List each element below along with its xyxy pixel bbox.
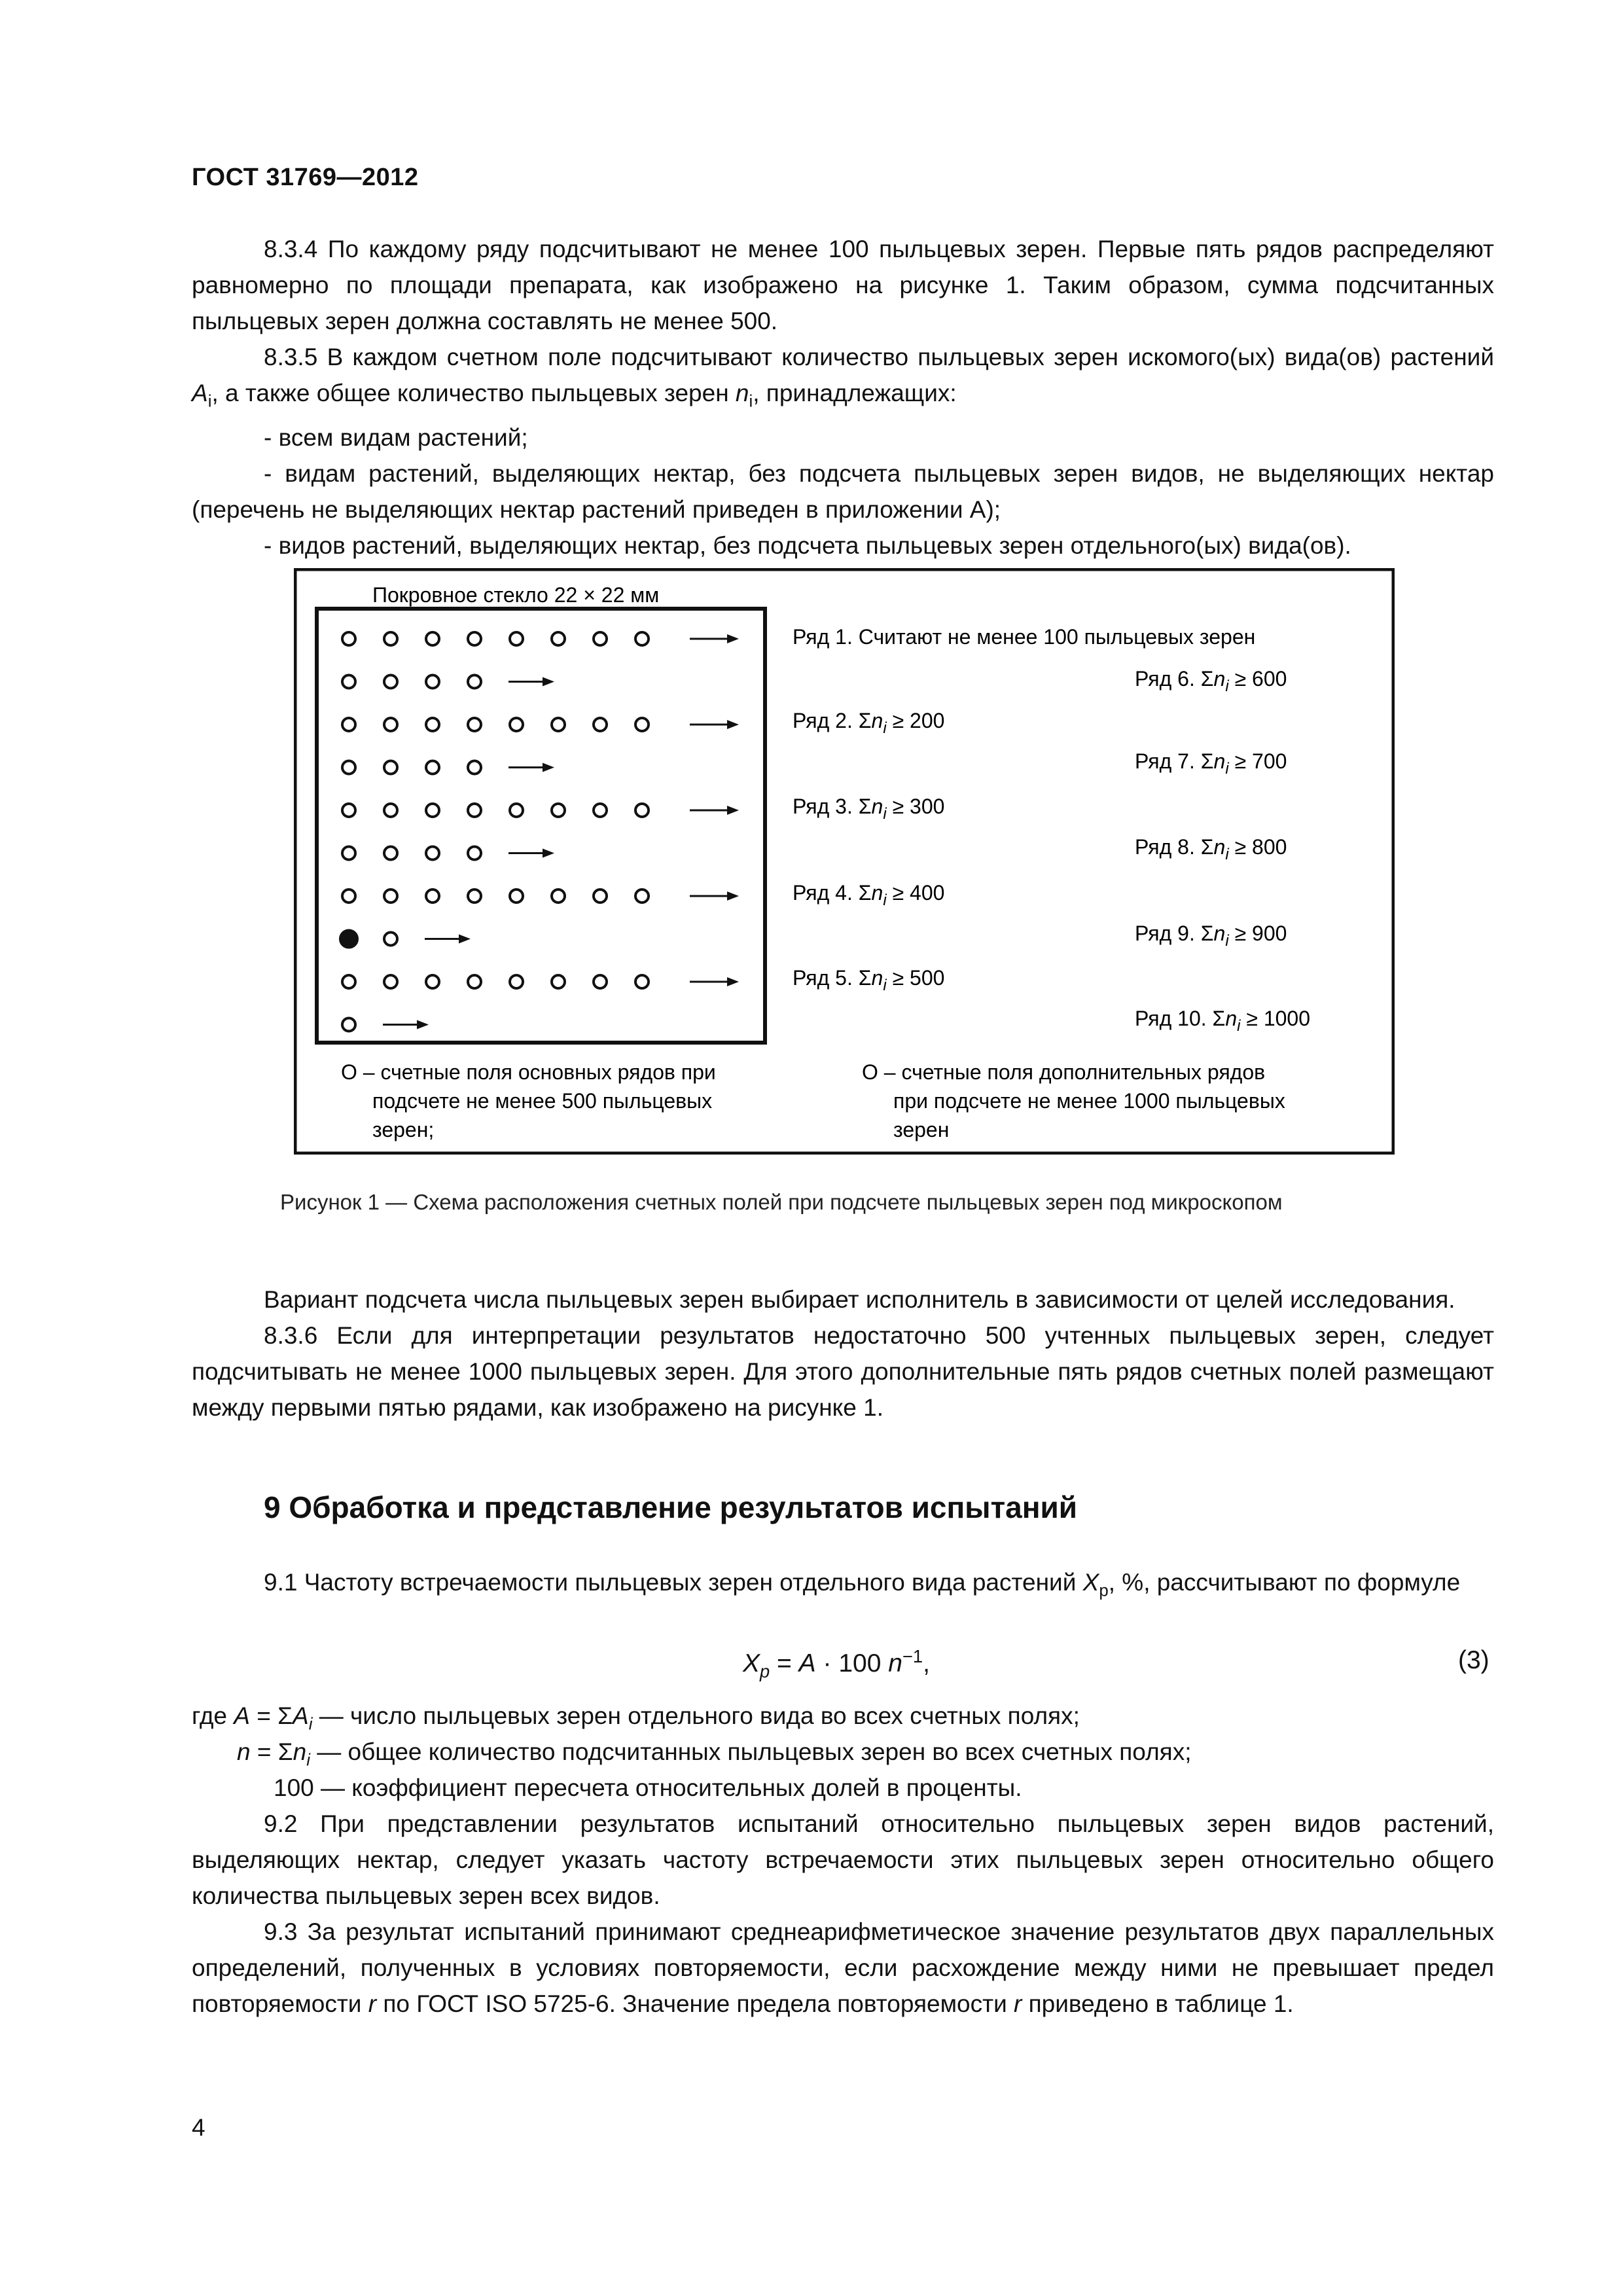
field-marker xyxy=(342,632,355,645)
field-marker xyxy=(510,718,523,731)
field-marker xyxy=(342,847,355,860)
field-marker xyxy=(426,804,439,817)
paragraph-9-3 xyxy=(192,1914,1494,2022)
paragraph-variant: Вариант подсчета числа пыльцевых зерен выбирает исполнитель в зависимости от целей исследования. xyxy=(264,1286,1455,1313)
field-marker xyxy=(384,804,397,817)
row-label-right-7: Ряд 7. $\Sigma n_i \ge 700$ xyxy=(1135,749,1287,778)
arrow-head xyxy=(727,634,739,643)
arrow-head xyxy=(543,677,554,687)
text-run: , %, рассчитывают по формуле xyxy=(1108,1569,1461,1596)
where-line-3: 100 — коэффициент пересчета относительных долей в проценты. xyxy=(274,1774,1022,1801)
field-marker xyxy=(426,675,439,689)
list-item-3: - видов растений, выделяющих нектар, без подсчета пыльцевых зерен отдельного(ых) вида(ов). xyxy=(264,532,1351,560)
field-marker xyxy=(426,975,439,988)
counting-row-1 xyxy=(342,632,739,645)
formula-a: A xyxy=(798,1649,816,1677)
row-label-right-8: Ряд 8. $\Sigma n_i \ge 800$ xyxy=(1135,835,1287,863)
figure-caption: Рисунок 1 — Схема расположения счетных полей при подсчете пыльцевых зерен под микроскопом xyxy=(280,1190,1283,1214)
text-run: — число пыльцевых зерен отдельного вида во всех счетных полях; xyxy=(312,1702,1080,1729)
formula-eq: = xyxy=(770,1649,799,1677)
arrow-head xyxy=(727,977,739,986)
section-8-3-4-8-3-5 xyxy=(192,231,1494,564)
field-marker xyxy=(426,761,439,774)
paragraph-8-3-4: 8.3.4 По каждому ряду подсчитывают не менее 100 пыльцевых зерен. Первые пять рядов распределяют равномерно по площади препарата, как изображено на рисунке 1. Таким образом, сумма подсчитанных пыльцевых зерен должна составлять не менее 500. xyxy=(192,236,1494,334)
field-marker xyxy=(342,1018,355,1031)
field-marker xyxy=(635,804,649,817)
field-marker xyxy=(426,847,439,860)
legend-left-line-2: подсчете не менее 500 пыльцевых xyxy=(372,1089,713,1113)
paragraph-9-1-text xyxy=(192,1564,1494,1609)
field-marker xyxy=(342,675,355,689)
field-marker xyxy=(635,889,649,903)
formula-n: n xyxy=(888,1649,902,1677)
filled-field-marker xyxy=(340,931,357,948)
formula-exp: −1 xyxy=(902,1646,923,1666)
counting-row-10 xyxy=(342,1018,429,1031)
field-marker xyxy=(510,632,523,645)
row-label-left-1: Ряд 1. Считают не менее 100 пыльцевых зерен xyxy=(793,625,1256,649)
field-marker xyxy=(510,804,523,817)
formula-mult: · 100 xyxy=(815,1649,889,1677)
field-marker xyxy=(468,804,481,817)
formula-3 xyxy=(743,1646,930,1682)
legend-right-line-1: O – счетные поля дополнительных рядов xyxy=(862,1060,1266,1084)
counting-row-8 xyxy=(340,931,471,948)
field-marker xyxy=(384,933,397,946)
text-run: 8.3.5 В каждом счетном поле подсчитывают количество пыльцевых зерен искомого(ых) вида(ов) растений xyxy=(264,344,1494,370)
row-label-right-10: Ряд 10. $\Sigma n_i \ge 1000$ xyxy=(1135,1007,1310,1035)
text-run: 9.3 За результат испытаний принимают среднеарифметическое значение результатов двух параллельных определений, полученных в условиях повторяемости, если расхождение между ними не превышает предел повторяемости xyxy=(192,1918,1494,2017)
var-r: r xyxy=(1014,1990,1022,2017)
figure-1 xyxy=(294,568,1395,1155)
text-run: , принадлежащих: xyxy=(753,380,957,406)
row-label-left-2: Ряд 2. $\Sigma n_i \ge 200$ xyxy=(793,709,945,737)
field-marker xyxy=(594,718,607,731)
field-marker xyxy=(342,975,355,988)
field-marker xyxy=(468,761,481,774)
var-sub: i xyxy=(308,1715,313,1734)
var-a: A xyxy=(234,1702,250,1729)
field-marker xyxy=(468,675,481,689)
field-marker xyxy=(384,675,397,689)
text-run: = Σ xyxy=(249,1702,293,1729)
counting-row-5 xyxy=(342,804,739,817)
section-9-heading: 9 Обработка и представление результатов испытаний xyxy=(264,1490,1078,1524)
paragraph-9-2: 9.2 При представлении результатов испытаний относительно пыльцевых зерен видов растений, выделяющих нектар, следует указать частоту встречаемости этих пыльцевых зерен относительно общего количества пыльцевых зерен всех видов. xyxy=(192,1810,1494,1909)
field-marker xyxy=(594,804,607,817)
field-marker xyxy=(594,889,607,903)
text-run: приведено в таблице 1. xyxy=(1022,1990,1294,2017)
document-header: ГОСТ 31769—2012 xyxy=(192,164,419,191)
field-marker xyxy=(468,632,481,645)
arrow-head xyxy=(417,1020,429,1030)
field-marker xyxy=(384,847,397,860)
field-marker xyxy=(384,889,397,903)
arrow-head xyxy=(543,849,554,858)
text-run: — общее количество подсчитанных пыльцевых зерен во всех счетных полях; xyxy=(310,1738,1192,1765)
field-marker xyxy=(510,889,523,903)
counting-field-rows xyxy=(340,632,739,1031)
counting-row-4 xyxy=(342,761,554,774)
arrow-head xyxy=(543,763,554,772)
row-labels xyxy=(793,625,1310,1035)
row-label-left-5: Ряд 5. $\Sigma n_i \ge 500$ xyxy=(793,966,945,994)
formula-end: , xyxy=(923,1649,930,1677)
field-marker xyxy=(552,975,565,988)
paragraph-8-3-6: 8.3.6 Если для интерпретации результатов недостаточно 500 учтенных пыльцевых зерен, следует подсчитывать не менее 1000 пыльцевых зерен. Для этого дополнительные пять рядов счетных полей размещают между первыми пятью рядами, как изображено на рисунке 1. xyxy=(192,1322,1494,1421)
var-n: n xyxy=(293,1738,307,1765)
var-a: A xyxy=(192,380,208,406)
field-marker xyxy=(384,761,397,774)
field-marker xyxy=(468,975,481,988)
figure-legend xyxy=(341,1060,1285,1141)
row-label-left-4: Ряд 4. $\Sigma n_i \ge 400$ xyxy=(793,881,945,909)
text-run: по ГОСТ ISO 5725-6. Значение предела повторяемости xyxy=(376,1990,1014,2017)
field-marker xyxy=(384,718,397,731)
text-run: где xyxy=(192,1702,234,1729)
legend-right-line-3: зерен xyxy=(893,1118,950,1141)
formula-number: (3) xyxy=(1458,1646,1489,1674)
field-marker xyxy=(552,632,565,645)
text-run: = Σ xyxy=(250,1738,293,1765)
field-marker xyxy=(342,761,355,774)
field-marker xyxy=(552,889,565,903)
field-marker xyxy=(594,632,607,645)
coverslip-label: Покровное стекло 22 × 22 мм xyxy=(372,583,660,607)
row-label-left-3: Ряд 3. $\Sigma n_i \ge 300$ xyxy=(793,795,945,823)
field-marker xyxy=(468,718,481,731)
field-marker xyxy=(468,889,481,903)
text-run: 9.1 Частоту встречаемости пыльцевых зерен отдельного вида растений xyxy=(264,1569,1083,1596)
field-marker xyxy=(635,975,649,988)
arrow-head xyxy=(727,720,739,729)
var-x: X xyxy=(1082,1569,1099,1596)
list-item-1: - всем видам растений; xyxy=(264,424,528,452)
field-marker xyxy=(594,975,607,988)
field-marker xyxy=(635,718,649,731)
field-marker xyxy=(342,889,355,903)
counting-row-7 xyxy=(342,889,739,903)
section-8-3-6 xyxy=(192,1282,1494,1426)
paragraph-8-3-5 xyxy=(192,339,1494,420)
var-a-sub: i xyxy=(207,392,212,411)
counting-row-3 xyxy=(342,718,739,731)
field-marker xyxy=(468,847,481,860)
formula-x: X xyxy=(743,1649,760,1677)
var-n: n xyxy=(735,380,749,406)
paragraph-9-1 xyxy=(192,1564,1494,1609)
counting-row-9 xyxy=(342,975,739,988)
field-marker xyxy=(342,804,355,817)
arrow-head xyxy=(459,935,471,944)
field-marker xyxy=(552,718,565,731)
section-9-2-9-3 xyxy=(192,1806,1494,2022)
row-label-right-9: Ряд 9. $\Sigma n_i \ge 900$ xyxy=(1135,922,1287,950)
var-sub: i xyxy=(306,1751,310,1770)
field-marker xyxy=(552,804,565,817)
legend-left-line-1: O – счетные поля основных рядов при xyxy=(341,1060,716,1084)
var-x-sub: р xyxy=(1099,1581,1109,1600)
field-marker xyxy=(384,632,397,645)
coverslip-frame xyxy=(317,609,765,1043)
row-label-right-6: Ряд 6. $\Sigma n_i \ge 600$ xyxy=(1135,667,1287,695)
text-run: , а также общее количество пыльцевых зерен xyxy=(211,380,736,406)
field-marker xyxy=(426,632,439,645)
page-number: 4 xyxy=(192,2114,205,2141)
var-n: n xyxy=(237,1738,251,1765)
arrow-head xyxy=(727,891,739,901)
counting-row-2 xyxy=(342,675,554,689)
counting-row-6 xyxy=(342,847,554,860)
var-r: r xyxy=(368,1990,377,2017)
field-marker xyxy=(426,718,439,731)
list-item-2: - видам растений, выделяющих нектар, без подсчета пыльцевых зерен видов, не выделяющих нектар (перечень не выделяющих нектар растений приведен в приложении А); xyxy=(192,460,1494,524)
field-marker xyxy=(426,889,439,903)
arrow-head xyxy=(727,806,739,815)
legend-left-line-3: зерен; xyxy=(372,1118,435,1141)
field-marker xyxy=(635,632,649,645)
var-a: A xyxy=(293,1702,309,1729)
formula-x-sub: p xyxy=(760,1660,770,1681)
legend-right-line-2: при подсчете не менее 1000 пыльцевых xyxy=(893,1089,1285,1113)
var-n-sub: i xyxy=(749,392,753,411)
field-marker xyxy=(510,975,523,988)
field-marker xyxy=(342,718,355,731)
field-marker xyxy=(384,975,397,988)
